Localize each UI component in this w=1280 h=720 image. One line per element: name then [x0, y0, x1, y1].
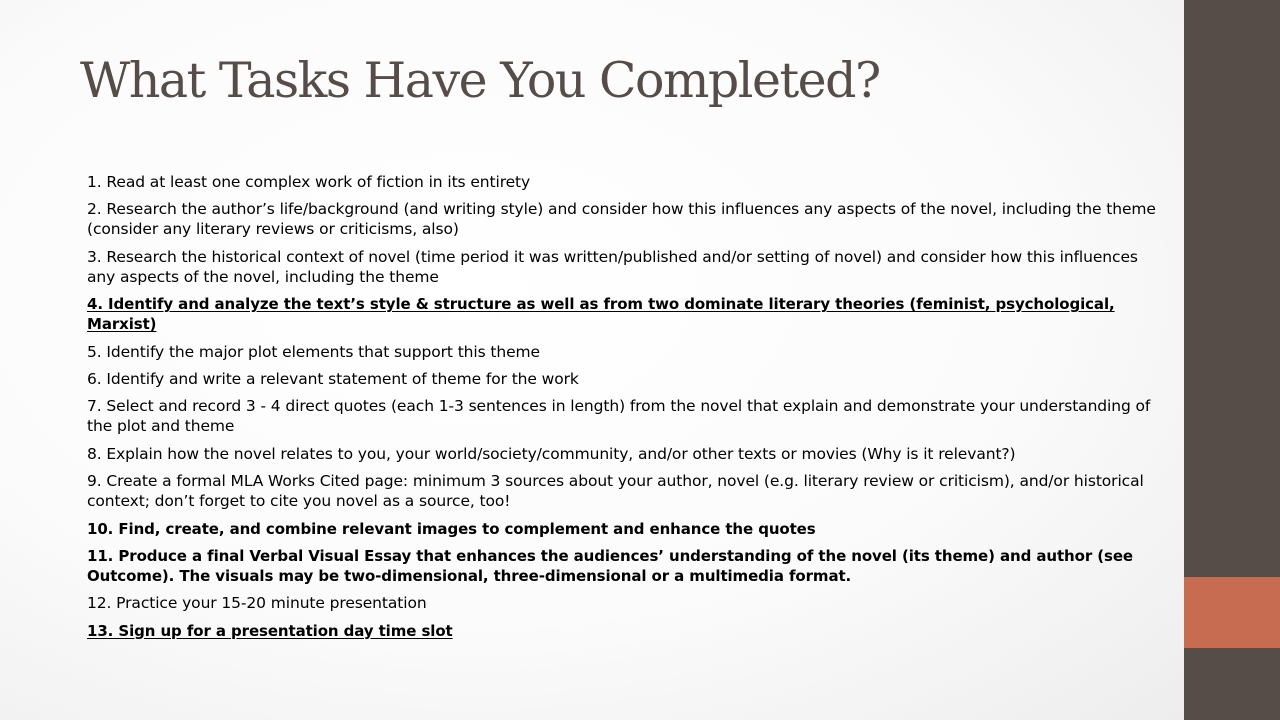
task-item-6: 6. Identify and write a relevant statement of theme for the work: [87, 369, 579, 388]
task-item-2: 2. Research the author’s life/background (and writing style) and consider how this influences any aspects of the novel, including the theme (consider any literary reviews or criticisms, also): [87, 200, 1156, 239]
task-list: [87, 172, 1167, 648]
task-item-5: 5. Identify the major plot elements that support this theme: [87, 342, 540, 361]
task-item-4: 4. Identify and analyze the text’s style & structure as well as from two dominate literary theories (feminist, psychological, Marxist): [87, 295, 1115, 334]
task-item-7: 7. Select and record 3 - 4 direct quotes (each 1-3 sentences in length) from the novel that explain and demonstrate your understanding of the plot and theme: [87, 397, 1151, 436]
task-item-11: 11. Produce a final Verbal Visual Essay that enhances the audiences’ understanding of the novel (its theme) and author (see Outcome). The visuals may be two-dimensional, three-dimensional or a multimedia format.: [87, 546, 1133, 585]
task-item-13: 13. Sign up for a presentation day time slot: [87, 621, 453, 640]
task-item-8: 8. Explain how the novel relates to you, your world/society/community, and/or other texts or movies (Why is it relevant?): [87, 444, 1016, 463]
task-item-9: 9. Create a formal MLA Works Cited page: minimum 3 sources about your author, novel (e.g. literary review or criticism), and/or historical context; don’t forget to cite you novel as a source, too!: [87, 472, 1144, 511]
task-item-12: 12. Practice your 15-20 minute presentation: [87, 594, 427, 613]
decorative-accent-block: [1184, 577, 1280, 648]
task-item-10: 10. Find, create, and combine relevant images to complement and enhance the quotes: [87, 519, 816, 538]
slide-title: What Tasks Have You Completed?: [80, 52, 880, 109]
task-item-1: 1. Read at least one complex work of fiction in its entirety: [87, 173, 531, 191]
task-item-3: 3. Research the historical context of novel (time period it was written/published and/or setting of novel) and consider how this influences any aspects of the novel, including the theme: [87, 247, 1138, 286]
